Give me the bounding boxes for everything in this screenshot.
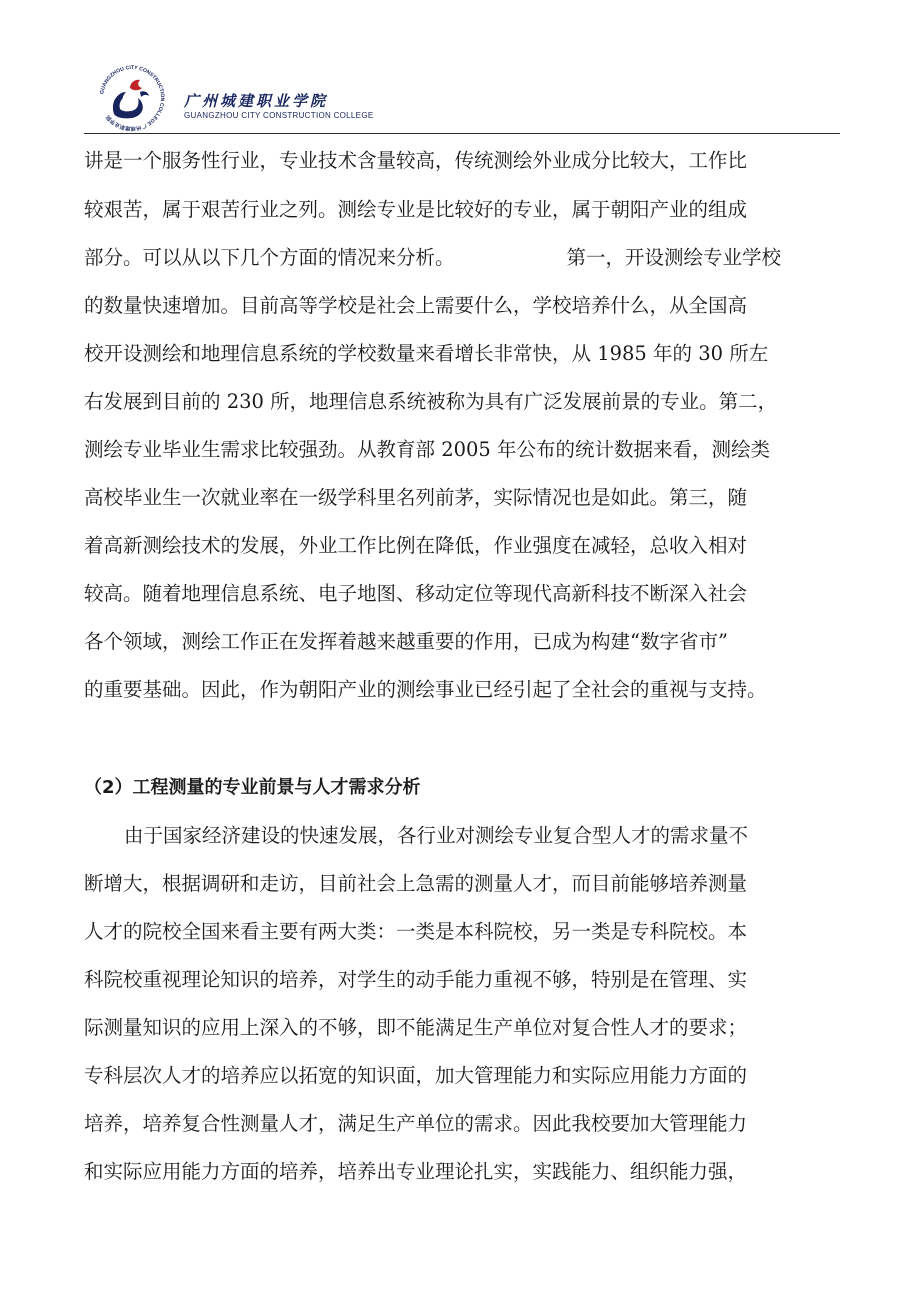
paragraph-line: 讲是一个服务性行业，专业技术含量较高，传统测绘外业成分比较大，工作比 [84,149,748,172]
paragraph-line: 专科层次人才的培养应以拓宽的知识面，加大管理能力和实际应用能力方面的 [84,1064,748,1087]
svg-text:GUANGZHOU CITY CONSTRUCTION CO [99,65,165,133]
paragraph-line-part: 第一，开设测绘专业学校 [566,246,782,269]
paragraph-line: 较高。随着地理信息系统、电子地图、移动定位等现代高新科技不断深入社会 [84,582,748,605]
paragraph-line: 人才的院校全国来看主要有两大类：一类是本科院校，另一类是专科院校。本 [84,920,748,943]
college-emblem-icon [96,62,168,134]
section-heading: （2）工程测量的专业前景与人才需求分析 [84,777,421,798]
paragraph-line: 各个领域，测绘工作正在发挥着越来越重要的作用，已成为构建“数字省市” [84,630,728,653]
paragraph-line: 际测量知识的应用上深入的不够，即不能满足生产单位对复合性人才的要求； [84,1016,748,1039]
paragraph-line: 校开设测绘和地理信息系统的学校数量来看增长非常快，从 1985 年的 30 所左 [84,342,769,365]
paragraph-line: 和实际应用能力方面的培养，培养出专业理论扎实，实践能力、组织能力强， [84,1160,748,1183]
header-divider [84,133,840,134]
paragraph-line: 测绘专业毕业生需求比较强劲。从教育部 2005 年公布的统计数据来看，测绘类 [84,438,771,461]
paragraph-line: 的数量快速增加。目前高等学校是社会上需要什么，学校培养什么，从全国高 [84,294,748,317]
paragraph-line: 较艰苦，属于艰苦行业之列。测绘专业是比较好的专业，属于朝阳产业的组成 [84,198,748,221]
paragraph-line: 的重要基础。因此，作为朝阳产业的测绘事业已经引起了全社会的重视与支持。 [84,678,767,701]
paragraph-line: 高校毕业生一次就业率在一级学科里名列前茅，实际情况也是如此。第三，随 [84,486,748,509]
school-name-en: GUANGZHOU CITY CONSTRUCTION COLLEGE [184,111,374,120]
school-name-cn: 广州城建职业学院 [184,92,329,110]
paragraph-line [84,246,781,270]
paragraph-line: 着高新测绘技术的发展，外业工作比例在降低，作业强度在减轻，总收入相对 [84,534,748,557]
logo-ring-text: GUANGZHOU CITY CONSTRUCTION COLLEGE 广州城建职业学院 [99,64,166,132]
paragraph-line: 科院校重视理论知识的培养，对学生的动手能力重视不够，特别是在管理、实 [84,968,748,991]
paragraph-line: 右发展到目前的 230 所，地理信息系统被称为具有广泛发展前景的专业。第二， [84,390,778,413]
page-header [96,62,840,134]
paragraph-line-part: 部分。可以从以下几个方面的情况来分析。 [84,246,455,269]
paragraph-line: 培养，培养复合性测量人才，满足生产单位的需求。因此我校要加大管理能力 [84,1112,748,1135]
paragraph-line: 断增大，根据调研和走访，目前社会上急需的测量人才，而目前能够培养测量 [84,872,748,895]
paragraph-line: 由于国家经济建设的快速发展，各行业对测绘专业复合型人才的需求量不 [124,824,749,847]
